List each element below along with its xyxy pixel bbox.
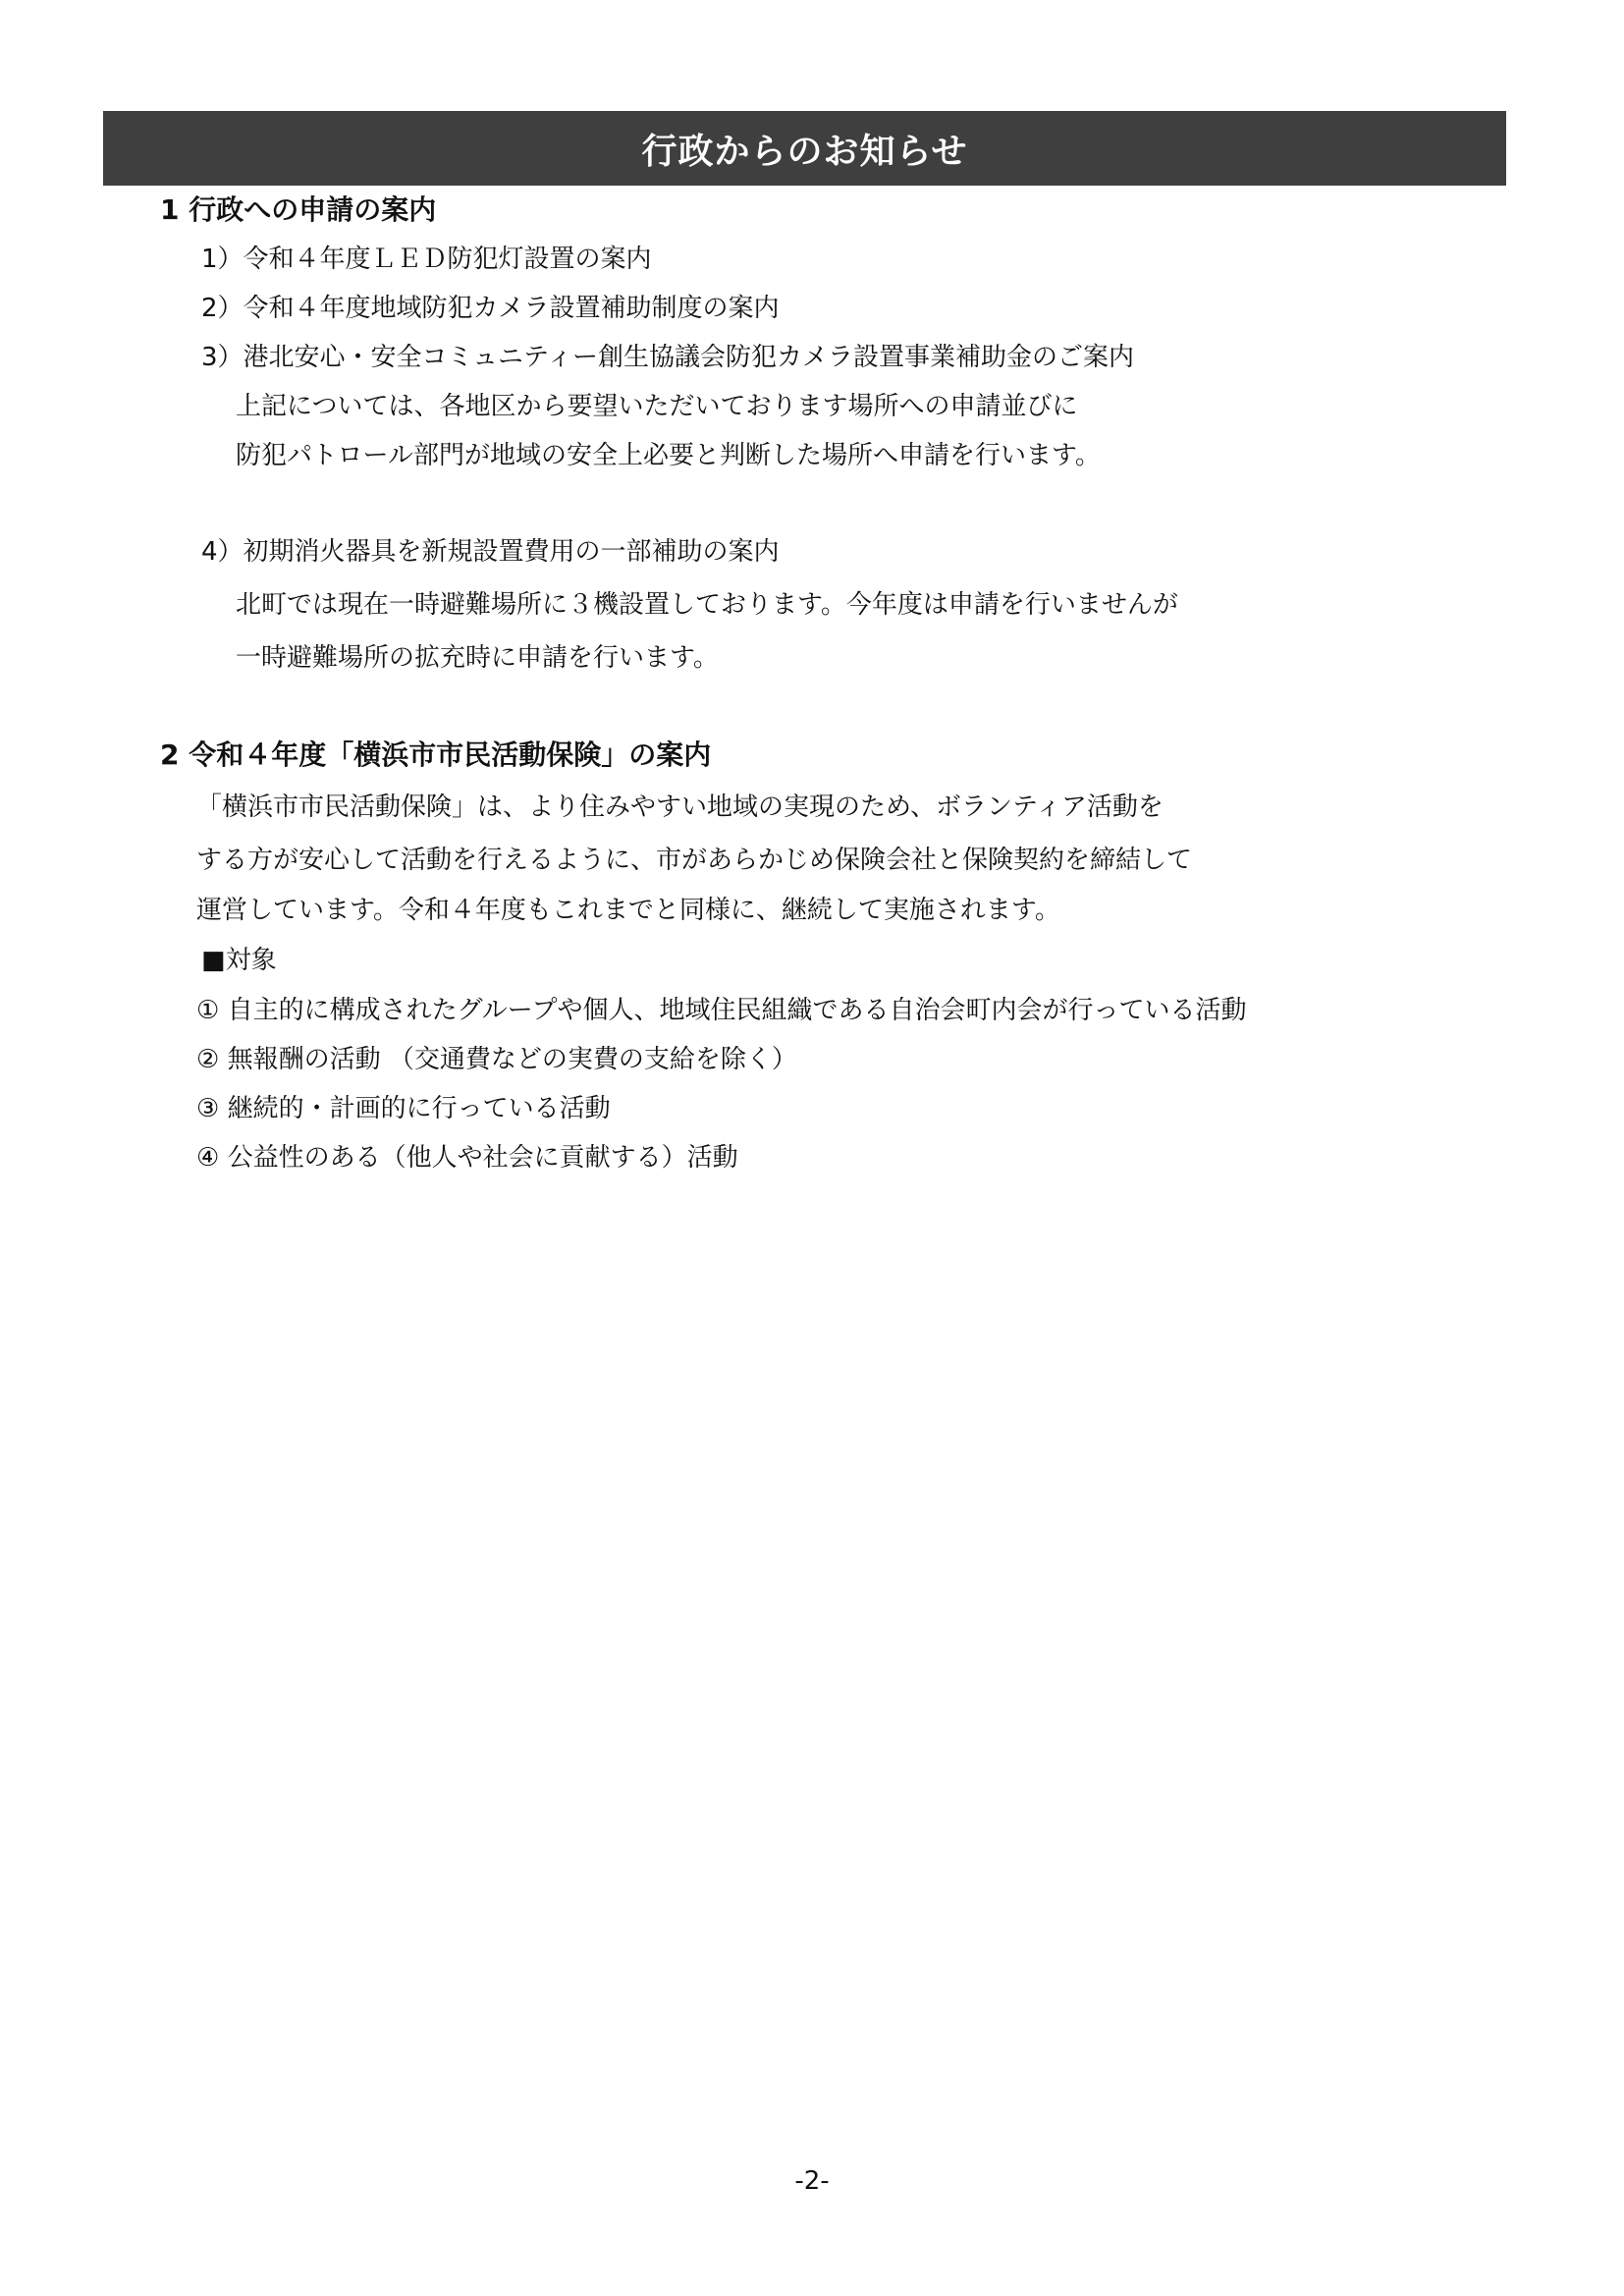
section-1-item-3-note-2: 防犯パトロール部門が地域の安全上必要と判断した場所へ申請を行います。 (236, 441, 1101, 470)
section-1-item-3: 3）港北安心・安全コミュニティー創生協議会防犯カメラ設置事業補助金のご案内 (201, 343, 1134, 372)
section-1-item-3-note-1: 上記については、各地区から要望いただいております場所への申請並びに (236, 392, 1078, 421)
section-2-body-2: する方が安心して活動を行えるように、市があらかじめ保険会社と保険契約を締結して (196, 846, 1193, 875)
section-1-heading: 1 行政への申請の案内 (160, 193, 437, 226)
section-2-heading: 2 令和４年度「横浜市市民活動保険」の案内 (160, 738, 712, 771)
section-2-target-1: ① 自主的に構成されたグループや個人、地域住民組織である自治会町内会が行っている活動 (196, 996, 1247, 1025)
section-1-item-2: 2）令和４年度地域防犯カメラ設置補助制度の案内 (201, 294, 780, 323)
section-2-target-3: ③ 継続的・計画的に行っている活動 (196, 1094, 611, 1123)
section-2-target-4: ④ 公益性のある（他人や社会に貢献する）活動 (196, 1143, 738, 1173)
section-2-target-2: ② 無報酬の活動 （交通費などの実費の支給を除く） (196, 1045, 797, 1074)
section-2-target-label: ■対象 (201, 946, 277, 975)
section-2-body-3: 運営しています。令和４年度もこれまでと同様に、継続して実施されます。 (196, 896, 1060, 925)
page-title: 行政からのお知らせ (103, 111, 1506, 186)
page-number: -2- (794, 2166, 830, 2196)
section-1-item-4-note-2: 一時避難場所の拡充時に申請を行います。 (236, 643, 719, 673)
section-1-item-4-note-1: 北町では現在一時避難場所に３機設置しております。今年度は申請を行いませんが (236, 590, 1178, 620)
section-1-item-4: 4）初期消火器具を新規設置費用の一部補助の案内 (201, 537, 780, 567)
section-1-item-1: 1）令和４年度ＬＥＤ防犯灯設置の案内 (201, 245, 652, 274)
section-2-body-1: 「横浜市市民活動保険」は、より住みやすい地域の実現のため、ボランティア活動を (196, 793, 1164, 822)
